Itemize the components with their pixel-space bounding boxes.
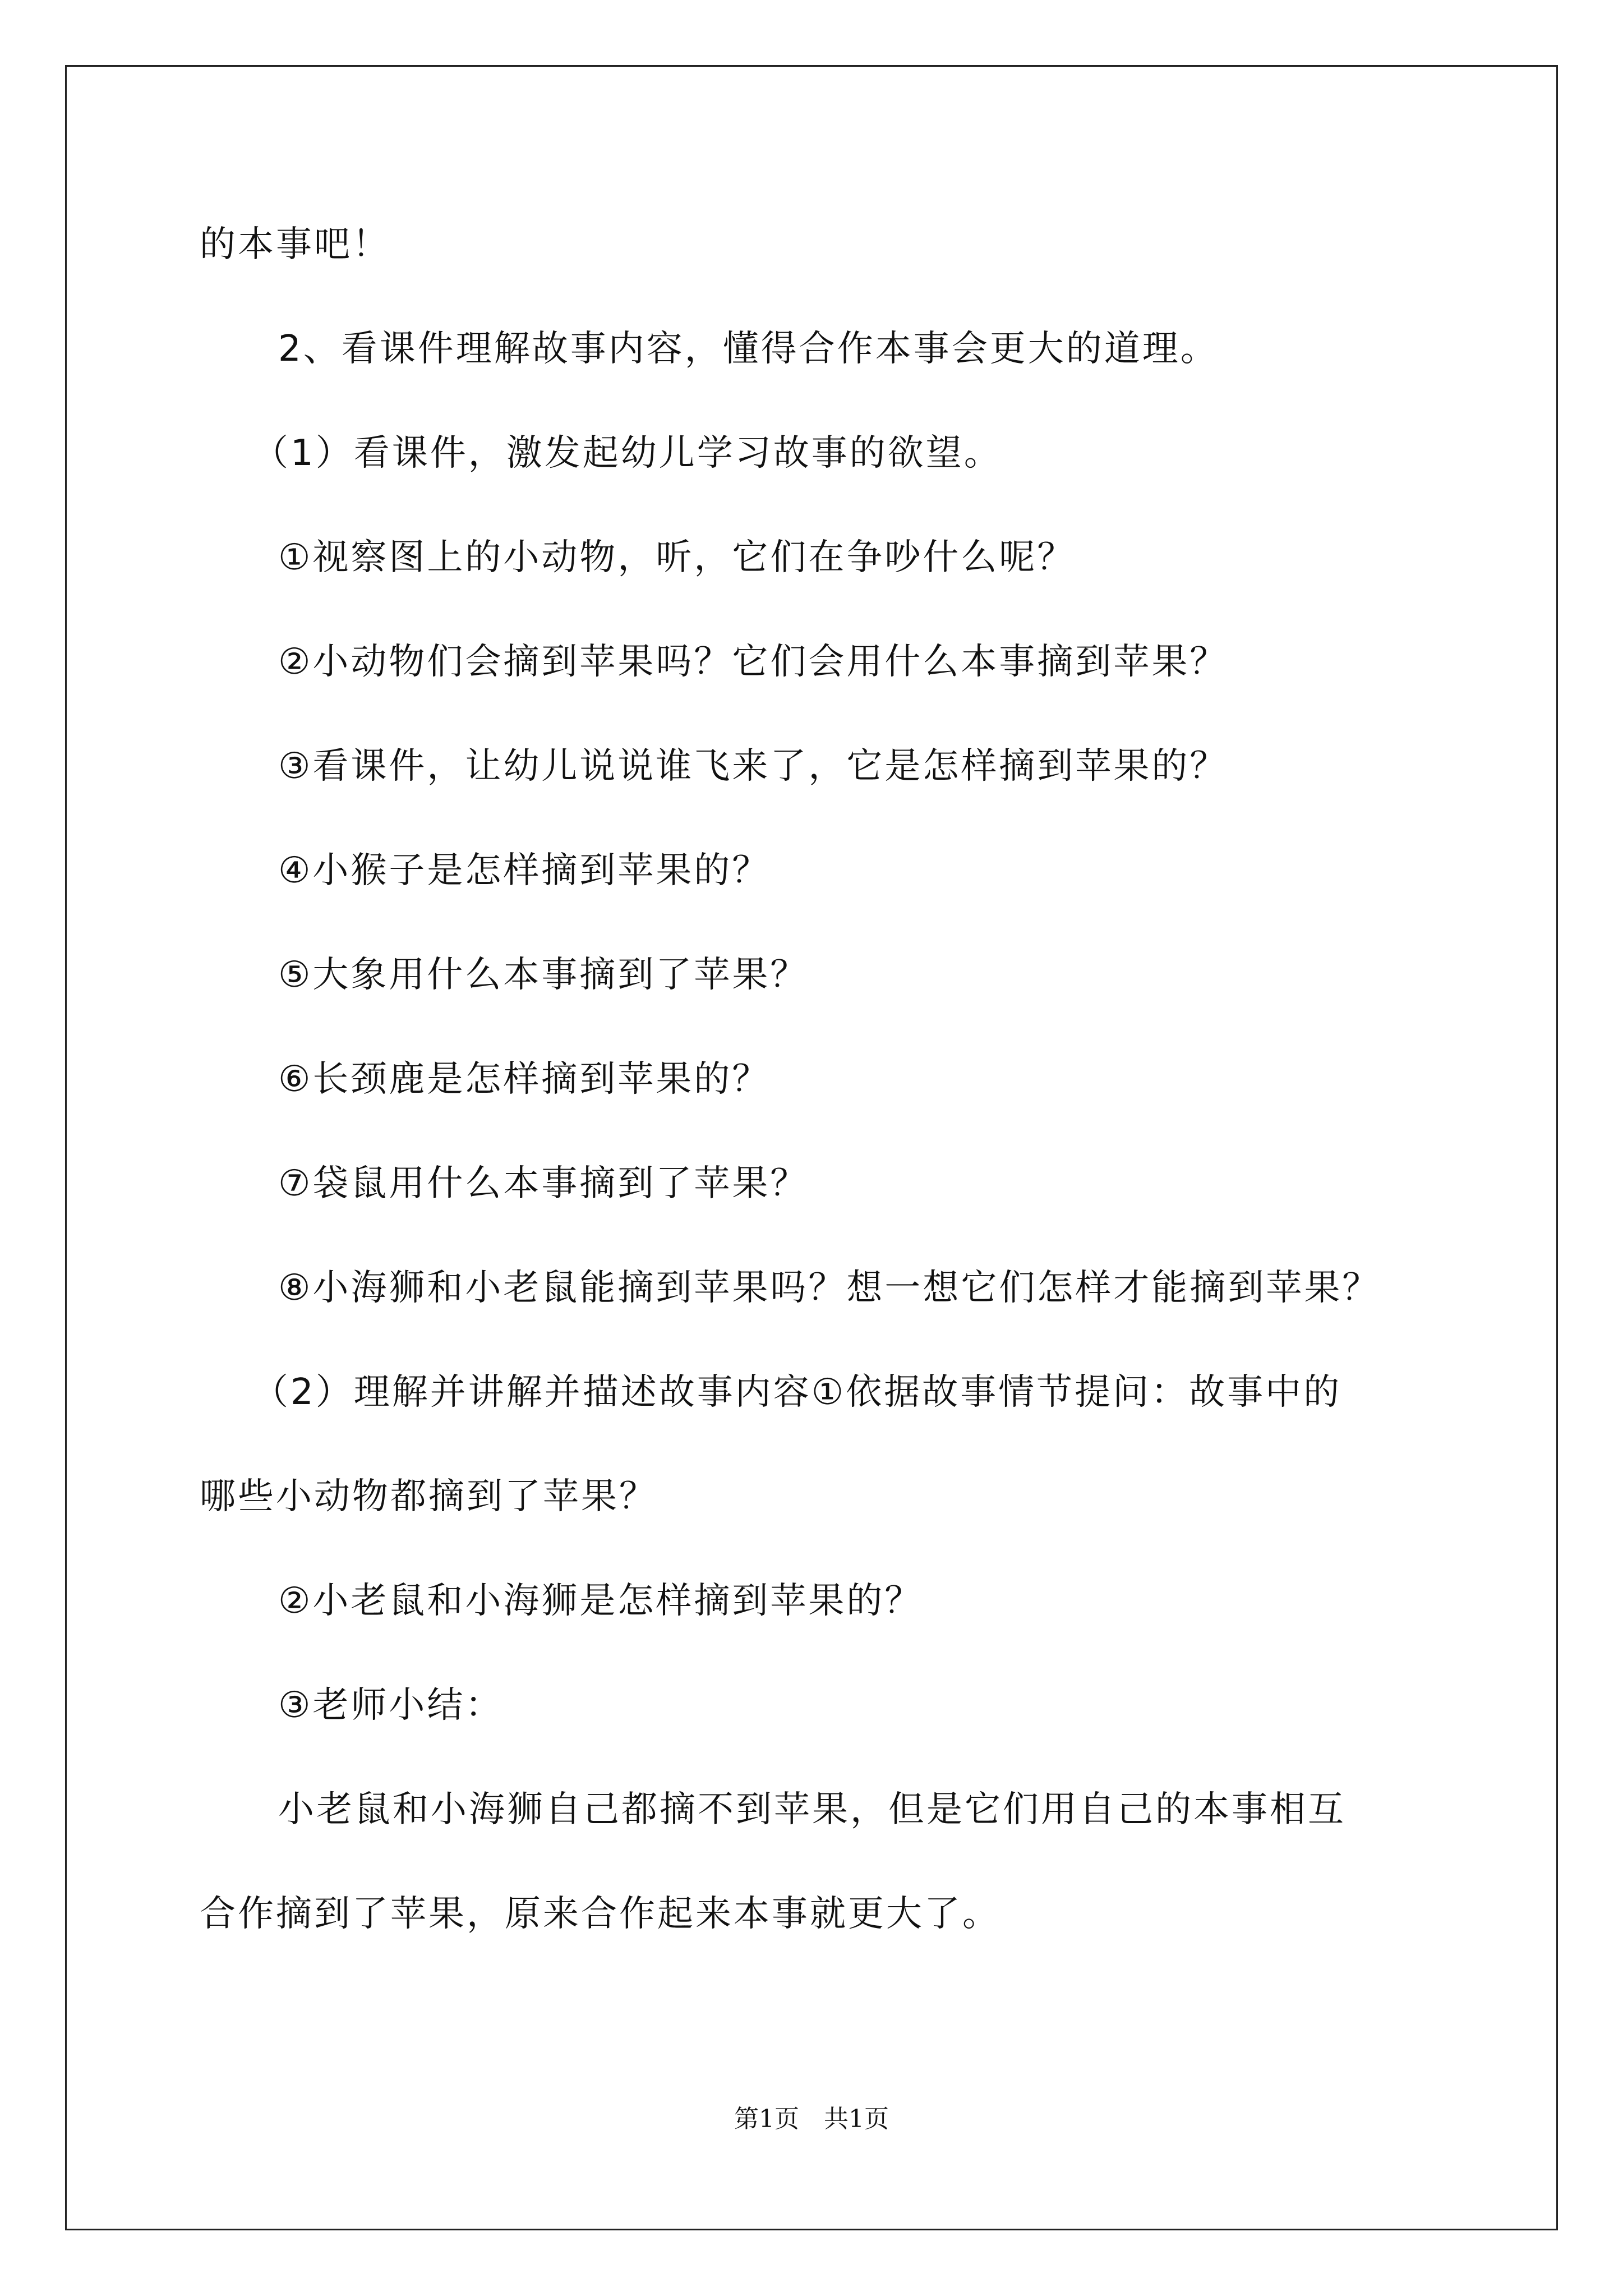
paragraph-13: 哪些小动物都摘到了苹果？: [200, 1476, 657, 1517]
paragraph-7: ④小猴子是怎样摘到苹果的？: [278, 850, 771, 891]
paragraph-3: （1）看课件，激发起幼儿学习故事的欲望。: [252, 432, 1002, 474]
page-total: 共1页: [824, 2105, 889, 2133]
paragraph-16: 小老鼠和小海狮自己都摘不到苹果，但是它们用自己的本事相互: [278, 1789, 1346, 1830]
paragraph-4: ①视察图上的小动物，听，它们在争吵什么呢？: [278, 537, 1076, 578]
paragraph-6: ③看课件，让幼儿说说谁飞来了，它是怎样摘到苹果的？: [278, 746, 1228, 787]
paragraph-1: 的本事吧！: [200, 224, 390, 265]
paragraph-17: 合作摘到了苹果，原来合作起来本事就更大了。: [200, 1893, 1000, 1935]
paragraph-15: ③老师小结：: [278, 1685, 504, 1726]
paragraph-9: ⑥长颈鹿是怎样摘到苹果的？: [278, 1059, 771, 1100]
paragraph-5: ②小动物们会摘到苹果吗？它们会用什么本事摘到苹果？: [278, 641, 1228, 683]
paragraph-12: （2）理解并讲解并描述故事内容①依据故事情节提问：故事中的: [252, 1372, 1342, 1413]
paragraph-11: ⑧小海狮和小老鼠能摘到苹果吗？想一想它们怎样才能摘到苹果？: [278, 1267, 1381, 1309]
paragraph-10: ⑦袋鼠用什么本事摘到了苹果？: [278, 1163, 809, 1204]
page-footer: [0, 2104, 1623, 2135]
paragraph-8: ⑤大象用什么本事摘到了苹果？: [278, 954, 809, 996]
paragraph-2: 2、看课件理解故事内容，懂得合作本事会更大的道理。: [278, 328, 1219, 370]
page-number: 第1页: [734, 2105, 799, 2133]
paragraph-14: ②小老鼠和小海狮是怎样摘到苹果的？: [278, 1580, 923, 1622]
